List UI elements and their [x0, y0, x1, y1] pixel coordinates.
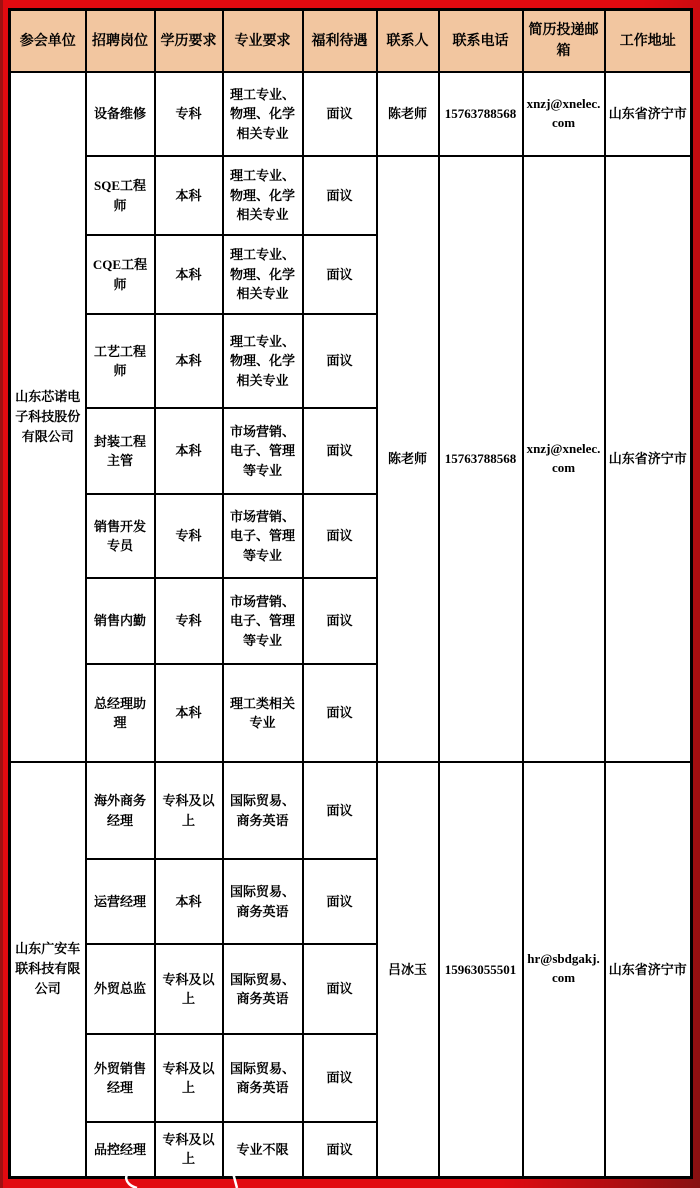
work-address-cell: 山东省济宁市: [605, 762, 692, 1177]
salary-cell: 面议: [303, 762, 377, 859]
education-cell: 本科: [155, 314, 223, 408]
salary-cell: 面议: [303, 235, 377, 314]
salary-cell: 面议: [303, 156, 377, 235]
header-address: 工作地址: [605, 10, 692, 73]
education-cell: 专科及以上: [155, 944, 223, 1034]
education-cell: 本科: [155, 408, 223, 494]
major-cell: 市场营销、电子、管理等专业: [223, 578, 303, 664]
position-cell: 品控经理: [86, 1122, 155, 1177]
position-cell: SQE工程师: [86, 156, 155, 235]
header-contact-person: 联系人: [377, 10, 439, 73]
major-cell: 国际贸易、商务英语: [223, 944, 303, 1034]
education-cell: 专科及以上: [155, 1034, 223, 1122]
major-cell: 国际贸易、商务英语: [223, 1034, 303, 1122]
decorative-swirl: [105, 1169, 245, 1188]
salary-cell: 面议: [303, 72, 377, 156]
table-row: [10, 72, 692, 156]
position-cell: 海外商务经理: [86, 762, 155, 859]
table-row: [10, 762, 692, 859]
contact-email-cell: hr@sbdgakj.com: [523, 762, 605, 1177]
salary-cell: 面议: [303, 494, 377, 578]
education-cell: 本科: [155, 664, 223, 762]
position-cell: 外贸总监: [86, 944, 155, 1034]
education-cell: 本科: [155, 156, 223, 235]
major-cell: 理工专业、物理、化学相关专业: [223, 72, 303, 156]
education-cell: 专科: [155, 494, 223, 578]
education-cell: 专科及以上: [155, 1122, 223, 1177]
table-row: [10, 156, 692, 235]
major-cell: 理工专业、物理、化学相关专业: [223, 156, 303, 235]
salary-cell: 面议: [303, 859, 377, 944]
contact-phone-cell: 15963055501: [439, 762, 523, 1177]
education-cell: 本科: [155, 235, 223, 314]
major-cell: 国际贸易、商务英语: [223, 859, 303, 944]
position-cell: 封装工程主管: [86, 408, 155, 494]
position-cell: 设备维修: [86, 72, 155, 156]
contact-email-cell: xnzj@xnelec.com: [523, 156, 605, 762]
contact-phone-cell: 15763788568: [439, 156, 523, 762]
major-cell: 市场营销、电子、管理等专业: [223, 494, 303, 578]
contact-person-cell: 陈老师: [377, 72, 439, 156]
contact-person-cell: 吕冰玉: [377, 762, 439, 1177]
header-phone: 联系电话: [439, 10, 523, 73]
salary-cell: 面议: [303, 664, 377, 762]
education-cell: 专科及以上: [155, 762, 223, 859]
position-cell: 外贸销售经理: [86, 1034, 155, 1122]
major-cell: 理工类相关专业: [223, 664, 303, 762]
salary-cell: 面议: [303, 1034, 377, 1122]
contact-person-cell: 陈老师: [377, 156, 439, 762]
work-address-cell: 山东省济宁市: [605, 156, 692, 762]
header-company: 参会单位: [10, 10, 86, 73]
major-cell: 国际贸易、商务英语: [223, 762, 303, 859]
position-cell: 工艺工程师: [86, 314, 155, 408]
contact-email-cell: xnzj@xnelec.com: [523, 72, 605, 156]
major-cell: 市场营销、电子、管理等专业: [223, 408, 303, 494]
salary-cell: 面议: [303, 1122, 377, 1177]
major-cell: 理工专业、物理、化学相关专业: [223, 235, 303, 314]
position-cell: CQE工程师: [86, 235, 155, 314]
salary-cell: 面议: [303, 408, 377, 494]
major-cell: 理工专业、物理、化学相关专业: [223, 314, 303, 408]
position-cell: 销售开发专员: [86, 494, 155, 578]
header-major: 专业要求: [223, 10, 303, 73]
position-cell: 销售内勤: [86, 578, 155, 664]
header-position: 招聘岗位: [86, 10, 155, 73]
education-cell: 专科: [155, 72, 223, 156]
salary-cell: 面议: [303, 314, 377, 408]
header-email: 简历投递邮箱: [523, 10, 605, 73]
position-cell: 总经理助理: [86, 664, 155, 762]
header-row: [10, 10, 692, 73]
header-benefits: 福利待遇: [303, 10, 377, 73]
work-address-cell: 山东省济宁市: [605, 72, 692, 156]
position-cell: 运营经理: [86, 859, 155, 944]
education-cell: 专科: [155, 578, 223, 664]
salary-cell: 面议: [303, 944, 377, 1034]
education-cell: 本科: [155, 859, 223, 944]
company-name-cell: 山东芯诺电子科技股份有限公司: [10, 72, 86, 762]
major-cell: 专业不限: [223, 1122, 303, 1177]
company-name-cell: 山东广安车联科技有限公司: [10, 762, 86, 1177]
salary-cell: 面议: [303, 578, 377, 664]
contact-phone-cell: 15763788568: [439, 72, 523, 156]
header-education: 学历要求: [155, 10, 223, 73]
recruitment-table: [8, 8, 693, 1179]
